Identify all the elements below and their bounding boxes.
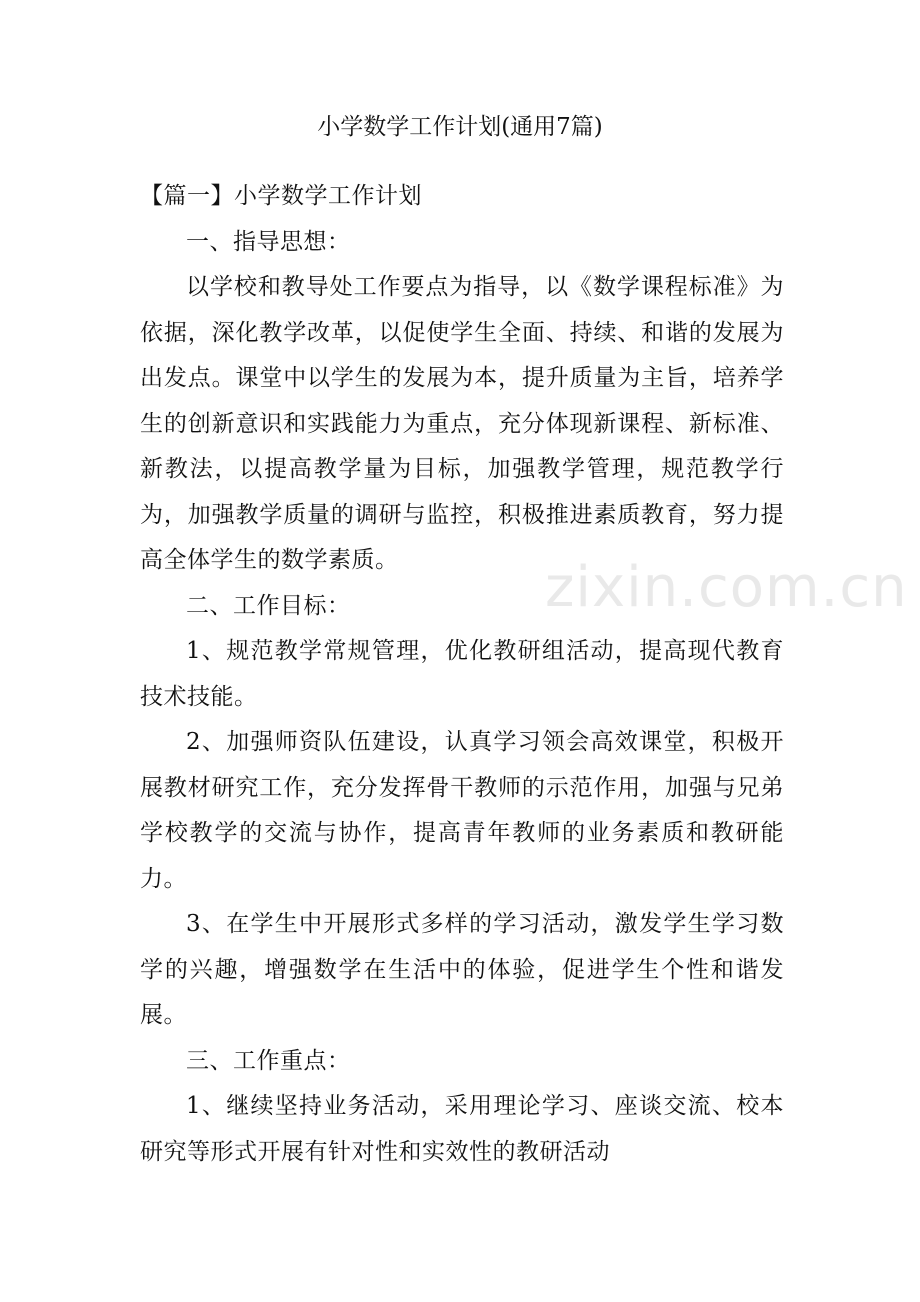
document-body [140,174,908,1175]
section-heading: 【篇一】小学数学工作计划 [140,183,422,209]
list-item: 1、规范教学常规管理，优化教研组活动，提高现代教育技术技能。 [140,638,784,710]
paragraph: 以学校和教导处工作要点为指导，以《数学课程标准》为依据，深化教学改革，以促使学生全面、持续、和谐的发展为出发点。课堂中以学生的发展为本，提升质量为主旨，培养学生的创新意识和实践能力为重点，充分体现新课程、新标准、新教法，以提高教学量为目标，加强教学管理，规范教学行为，加强教学质量的调研与监控，积极推进素质教育，努力提高全体学生的数学素质。 [140,274,784,573]
subheading-guiding-ideology: 一、指导思想： [186,228,351,255]
document-title: 小学数学工作计划(通用7篇) [317,114,603,140]
subheading-work-focus: 三、工作重点： [186,1047,351,1074]
watermark: zixin.com.cn [545,555,908,620]
subheading-work-goals: 二、工作目标： [186,592,351,619]
list-item: 1、继续坚持业务活动，采用理论学习、座谈交流、校本研究等形式开展有针对性和实效性的教研活动 [140,1093,784,1165]
list-item: 2、加强师资队伍建设，认真学习领会高效课堂，积极开展教材研究工作，充分发挥骨干教师的示范作用，加强与兄弟学校教学的交流与协作，提高青年教师的业务素质和教研能力。 [140,729,784,892]
list-item: 3、在学生中开展形式多样的学习活动，激发学生学习数学的兴趣，增强数学在生活中的体验，促进学生个性和谐发展。 [140,911,784,1028]
